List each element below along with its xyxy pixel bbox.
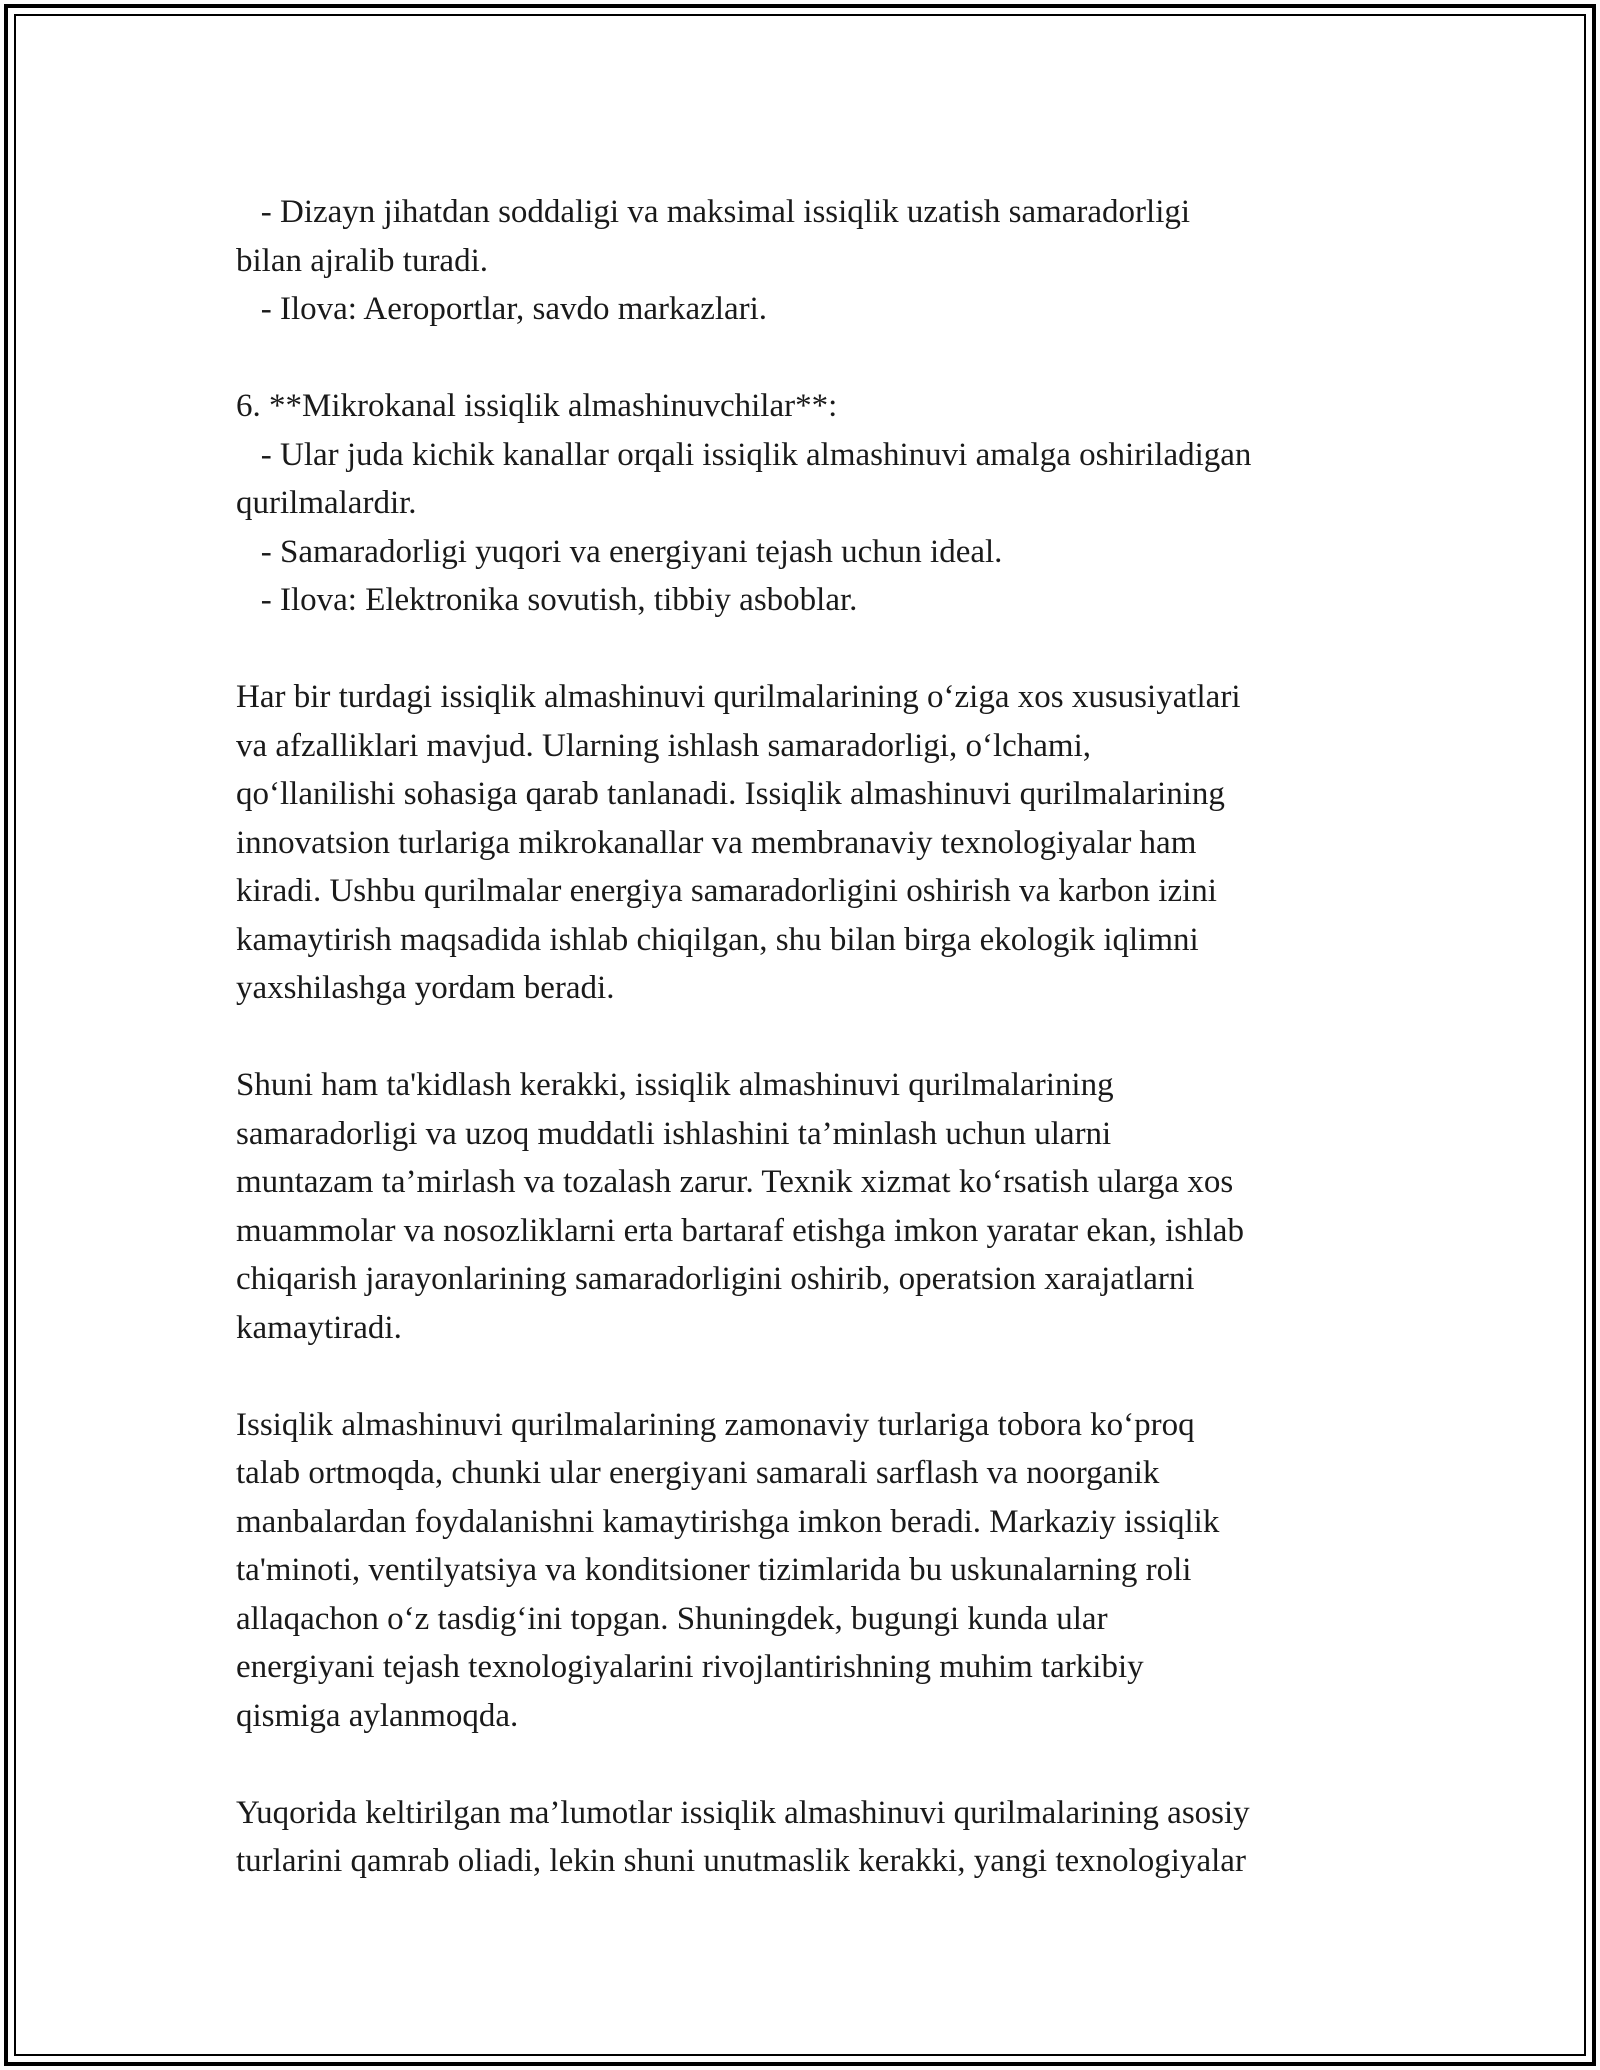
text-line: - Samaradorligi yuqori va energiyani tejash uchun ideal. — [236, 533, 1003, 570]
text-line: talab ortmoqda, chunki ular energiyani samarali sarflash va noorganik — [236, 1455, 1160, 1491]
text-line: - Dizayn jihatdan soddaligi va maksimal issiqlik uzatish samaradorligi — [236, 194, 1191, 230]
text-line: bilan ajralib turadi. — [236, 242, 488, 279]
text-line: manbalardan foydalanishni kamaytirishga imkon beradi. Markaziy issiqlik — [236, 1503, 1220, 1540]
text-line: - Ilova: Aeroportlar, savdo markazlari. — [236, 291, 768, 327]
text-line: samaradorligi va uzoq muddatli ishlashini ta’minlash uchun ularni — [236, 1115, 1112, 1152]
text-line: kamaytirish maqsadida ishlab chiqilgan, shu bilan birga ekologik iqlimni — [236, 921, 1199, 958]
text-line: - Ilova: Elektronika sovutish, tibbiy asboblar. — [236, 582, 858, 618]
text-line: yaxshilashga yordam beradi. — [236, 970, 615, 1006]
document-body — [236, 188, 1386, 1886]
text-line: Issiqlik almashinuvi qurilmalarining zamonaviy turlariga tobora ko‘proq — [236, 1406, 1195, 1443]
text-line: energiyani tejash texnologiyalarini rivojlantirishning muhim tarkibiy — [236, 1649, 1144, 1685]
text-line: Yuqorida keltirilgan ma’lumotlar issiqlik almashinuvi qurilmalarining asosiy — [236, 1794, 1250, 1831]
text-line: va afzalliklari mavjud. Ularning ishlash samaradorligi, o‘lchami, — [236, 727, 1091, 764]
text-line: ta'minoti, ventilyatsiya va konditsioner tizimlarida bu uskunalarning roli — [236, 1552, 1192, 1588]
text-line: muntazam ta’mirlash va tozalash zarur. Texnik xizmat ko‘rsatish ularga xos — [236, 1164, 1234, 1200]
text-line: qo‘llanilishi sohasiga qarab tanlanadi. Issiqlik almashinuvi qurilmalarining — [236, 776, 1225, 812]
text-line: kamaytiradi. — [236, 1309, 402, 1346]
paragraph-gap — [236, 1740, 1386, 1789]
text-line: muammolar va nosozliklarni erta bartaraf etishga imkon yaratar ekan, ishlab — [236, 1212, 1244, 1249]
text-line: chiqarish jarayonlarining samaradorligini oshirib, operatsion xarajatlarni — [236, 1261, 1195, 1297]
text-line: qismiga aylanmoqda. — [236, 1697, 519, 1734]
text-line: turlarini qamrab oliadi, lekin shuni unutmaslik kerakki, yangi texnologiyalar — [236, 1843, 1246, 1879]
text-line: Shuni ham ta'kidlash kerakki, issiqlik almashinuvi qurilmalarining — [236, 1067, 1114, 1103]
paragraph-gap — [236, 1352, 1386, 1401]
text-line: innovatsion turlariga mikrokanallar va membranaviy texnologiyalar ham — [236, 824, 1197, 861]
paragraph-gap — [236, 1013, 1386, 1062]
text-line: qurilmalardir. — [236, 485, 417, 521]
paragraph-gap — [236, 625, 1386, 674]
text-line: Har bir turdagi issiqlik almashinuvi qurilmalarining o‘ziga xos xususiyatlari — [236, 679, 1241, 715]
text-line: kiradi. Ushbu qurilmalar energiya samaradorligini oshirish va karbon izini — [236, 873, 1217, 909]
paragraph-gap — [236, 334, 1386, 383]
section-heading: 6. **Mikrokanal issiqlik almashinuvchilar**: — [236, 388, 838, 424]
text-line: - Ular juda kichik kanallar orqali issiqlik almashinuvi amalga oshiriladigan — [236, 436, 1252, 473]
text-line: allaqachon o‘z tasdig‘ini topgan. Shuningdek, bugungi kunda ular — [236, 1600, 1108, 1637]
